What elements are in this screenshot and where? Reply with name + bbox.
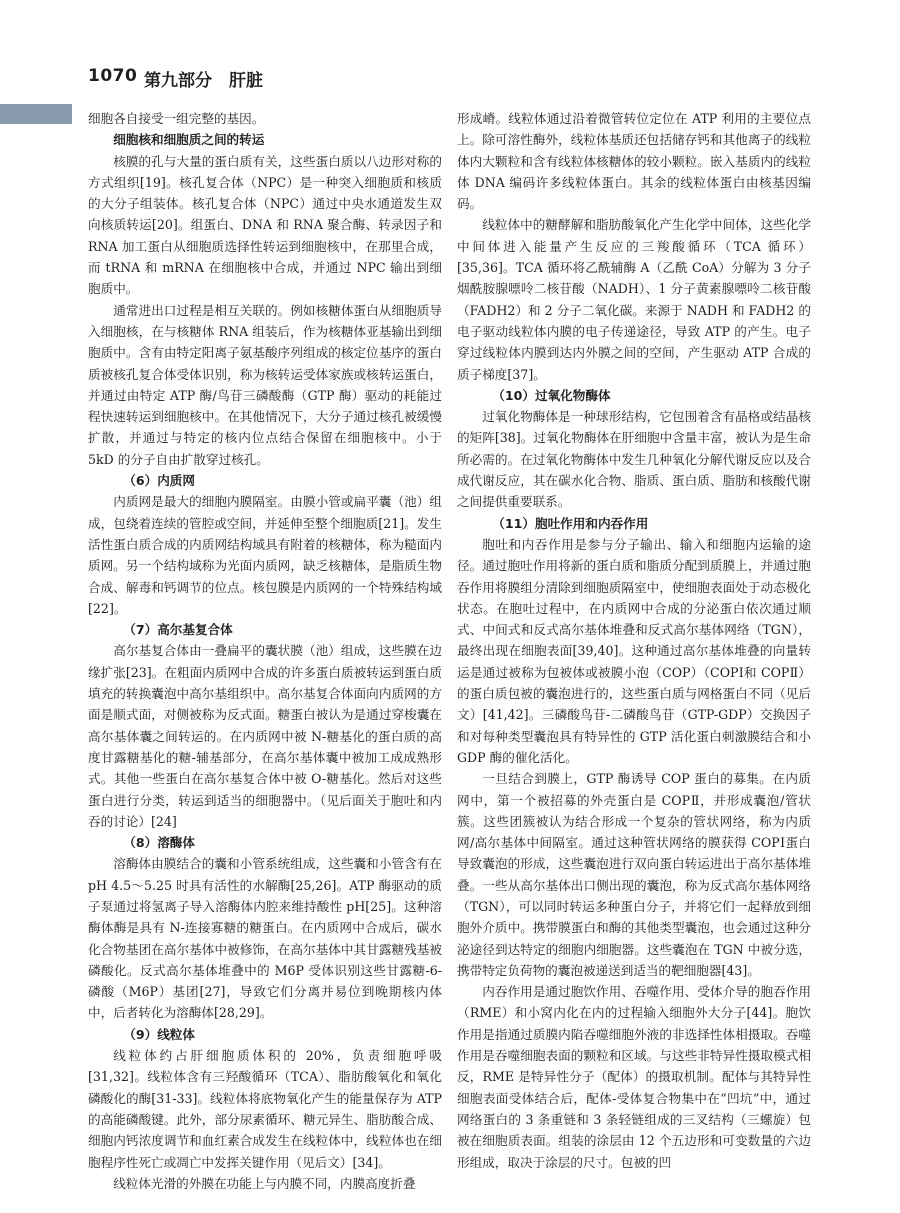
paragraph: 高尔基复合体由一叠扁平的囊状膜（池）组成，这些膜在边缘扩张[23]。在粗面内质网中合成的许多蛋白质被转运到蛋白质填充的转换囊泡中高尔基组织中。高尔基复合体面向内质网的方面是顺式面，对侧被称为反式面。糖蛋白被认为是通过穿梭囊在高尔基体囊之间转运的。在内质网中被 N-糖基化的蛋白质的高度甘露糖基化的糖-辅基部分，在高尔基体囊中被加工成成熟形式。其他一些蛋白在高尔基复合体中被 O-糖基化。然后对这些蛋白进行分类，转运到适当的细胞器中。（见后面关于胞吐和内吞的讨论）[24]: [88, 643, 442, 829]
section-heading: 细胞核和细胞质之间的转运: [113, 132, 265, 148]
section-heading: （7）高尔基复合体: [123, 622, 233, 638]
section-heading: （6）内质网: [123, 473, 195, 489]
paragraph: 胞吐和内吞作用是参与分子输出、输入和细胞内运输的途径。通过胞吐作用将新的蛋白质和脂质分配到质膜上，并通过胞吞作用将膜组分清除到细胞质隔室中，使细胞表面处于动态极化状态。在胞吐过程中，在内质网中合成的分泌蛋白依次通过顺式、中间式和反式高尔基体堆叠和反式高尔基体网络（TGN），最终出现在细胞表面[39,40]。这种通过高尔基体堆叠的向量转运是通过被称为包被体或被膜小泡（COP）（COPⅠ和 COPⅡ）的蛋白质包被的囊泡进行的，这些蛋白质与网格蛋白不同（见后文）[41,42]。三磷酸鸟苷-二磷酸鸟苷（GTP-GDP）交换因子和对每种类型囊泡具有特异性的 GTP 活化蛋白刺激膜结合和小 GDP 酶的催化活化。: [457, 536, 811, 765]
page-number: 1070: [88, 66, 138, 86]
paragraph: 细胞各自接受一组完整的基因。: [88, 111, 265, 126]
paragraph: 线粒体光滑的外膜在功能上与内膜不同，内膜高度折叠: [113, 1175, 416, 1191]
paragraph: 通常进出口过程是相互关联的。例如核糖体蛋白从细胞质导入细胞核，在与核糖体 RNA 组装后，作为核糖体亚基输出到细胞质中。含有由特定阳离子氨基酸序列组成的核定位基序的蛋白质被核孔复合体受体识别，称为核转运受体家族或核转运蛋白，并通过由特定 ATP 酶/鸟苷三磷酸酶（GTP 酶）驱动的耗能过程快速转运到细胞核中。在其他情况下，大分子通过核孔被缓慢扩散，并通过与特定的核内位点结合保留在细胞核中。小于 5kD 的分子自由扩散穿过核孔。: [88, 302, 442, 467]
left-column: [88, 108, 442, 1194]
paragraph: 形成嵴。线粒体通过沿着微管转位定位在 ATP 利用的主要位点上。除可溶性酶外，线粒体基质还包括储存钙和其他离子的线粒体内大颗粒和含有线粒体核糖体的较小颗粒。嵌入基质内的线粒体 DNA 编码许多线粒体蛋白。其余的线粒体蛋白由核基因编码。: [457, 111, 811, 212]
section-edge-tab: [0, 104, 72, 124]
paragraph: 线粒体中的糖酵解和脂肪酸氧化产生化学中间体，这些化学中间体进入能量产生反应的三羧酸循环（TCA 循环）[35,36]。TCA 循环将乙酰辅酶 A（乙酰 CoA）分解为 3 分子烟酰胺腺嘌呤二核苷酸（NADH）、1 分子黄素腺嘌呤二核苷酸（FADH2）和 2 分子二氧化碳。来源于 NADH 和 FADH2 的电子驱动线粒体内膜的电子传递途径，导致 ATP 的产生。电子穿过线粒体内膜到达内外膜之间的空间，产生驱动 ATP 合成的质子梯度[37]。: [457, 217, 811, 382]
paragraph: 内质网是最大的细胞内膜隔室。由膜小管或扁平囊（池）组成，包绕着连续的管腔或空间，并延伸至整个细胞质[21]。发生活性蛋白质合成的内质网结构域具有附着的核糖体，称为糙面内质网。另一个结构域称为光面内质网，缺乏核糖体，是脂质生物合成、解毒和钙调节的位点。核包膜是内质网的一个特殊结构域[22]。: [88, 494, 442, 616]
paragraph: 过氧化物酶体是一种球形结构，它包围着含有晶格或结晶核的矩阵[38]。过氧化物酶体在肝细胞中含量丰富，被认为是生命所必需的。在过氧化物酶体中发生几种氧化分解代谢反应以及合成代谢反应，其在碳水化合物、脂质、蛋白质、脂肪和核酸代谢之间提供重要联系。: [457, 409, 811, 510]
paragraph: 溶酶体由膜结合的囊和小管系统组成，这些囊和小管含有在 pH 4.5～5.25 时具有活性的水解酶[25,26]。ATP 酶驱动的质子泵通过将氢离子导入溶酶体内腔来维持酸性 pH[25]。这种溶酶体酶是具有 N-连接寡糖的糖蛋白。在内质网中合成后，碳水化合物基团在高尔基体中被修饰，在高尔基体中其甘露糖残基被磷酸化。反式高尔基体堆叠中的 M6P 受体识别这些甘露糖-6-磷酸（M6P）基团[27]，导致它们分离并易位到晚期核内体中，后者转化为溶酶体[28,29]。: [88, 856, 442, 1021]
page-header: [88, 66, 820, 91]
section-heading: （8）溶酶体: [123, 835, 195, 851]
section-heading: （9）线粒体: [123, 1026, 195, 1042]
section-heading: （11）胞吐作用和内吞作用: [492, 515, 649, 531]
paragraph: 一旦结合到膜上，GTP 酶诱导 COP 蛋白的募集。在内质网中，第一个被招募的外壳蛋白是 COPⅡ，并形成囊泡/管状簇。这些团簇被认为结合形成一个复杂的管状网络，称为内质网/高尔基体中间隔室。通过这种管状网络的膜获得 COPⅠ蛋白导致囊泡的形成，这些囊泡进行双向蛋白转运进出于高尔基体堆叠。一些从高尔基体出口侧出现的囊泡，称为反式高尔基体网络（TGN），可以同时转运多种蛋白分子，并将它们一起释放到细胞外介质中。携带膜蛋白和酶的其他类型囊泡，也会通过这种分泌途径到达特定的细胞内细胞器。这些囊泡在 TGN 中被分选，携带特定负荷物的囊泡被递送到适当的靶细胞器[43]。: [457, 771, 811, 978]
right-column: [457, 108, 811, 1173]
section-heading: （10）过氧化物酶体: [492, 387, 611, 403]
paragraph: 线粒体约占肝细胞质体积的 20%，负责细胞呼吸[31,32]。线粒体含有三羟酸循环（TCA）、脂肪酸氧化和氧化磷酸化的酶[31-33]。线粒体将底物氧化产生的能量保存为 ATP 的高能磷酸键。此外，部分尿素循环、糖元异生、脂肪酸合成、细胞内钙浓度调节和血红素合成发生在线粒体中，线粒体也在细胞程序性死亡或凋亡中发挥关键作用（见后文）[34]。: [88, 1048, 442, 1170]
part-title: 第九部分 肝脏: [144, 71, 263, 91]
paragraph: 内吞作用是通过胞饮作用、吞噬作用、受体介导的胞吞作用（RME）和小窝内化在内的过程输入细胞外大分子[44]。胞饮作用是指通过质膜内陷吞噬细胞外液的非选择性体相摄取。吞噬作用是吞噬细胞表面的颗粒和区域。与这些非特异性摄取模式相反，RME 是特异性分子（配体）的摄取机制。配体与其特异性细胞表面受体结合后，配体-受体复合物集中在“凹坑”中，通过网络蛋白的 3 条重链和 3 条轻链组成的三叉结构（三螺旋）包被在细胞质表面。组装的涂层由 12 个五边形和可变数量的六边形组成，取决于涂层的尺寸。包被的凹: [457, 984, 811, 1170]
paragraph: 核膜的孔与大量的蛋白质有关，这些蛋白质以八边形对称的方式组织[19]。核孔复合体（NPC）是一种突入细胞质和核质的大分子组装体。核孔复合体（NPC）通过中央水通道发生双向核质转运[20]。组蛋白、DNA 和 RNA 聚合酶、转录因子和 RNA 加工蛋白从细胞质选择性转运到细胞核中，在那里合成，而 tRNA 和 mRNA 在细胞核中合成，并通过 NPC 输出到细胞质中。: [88, 153, 442, 297]
